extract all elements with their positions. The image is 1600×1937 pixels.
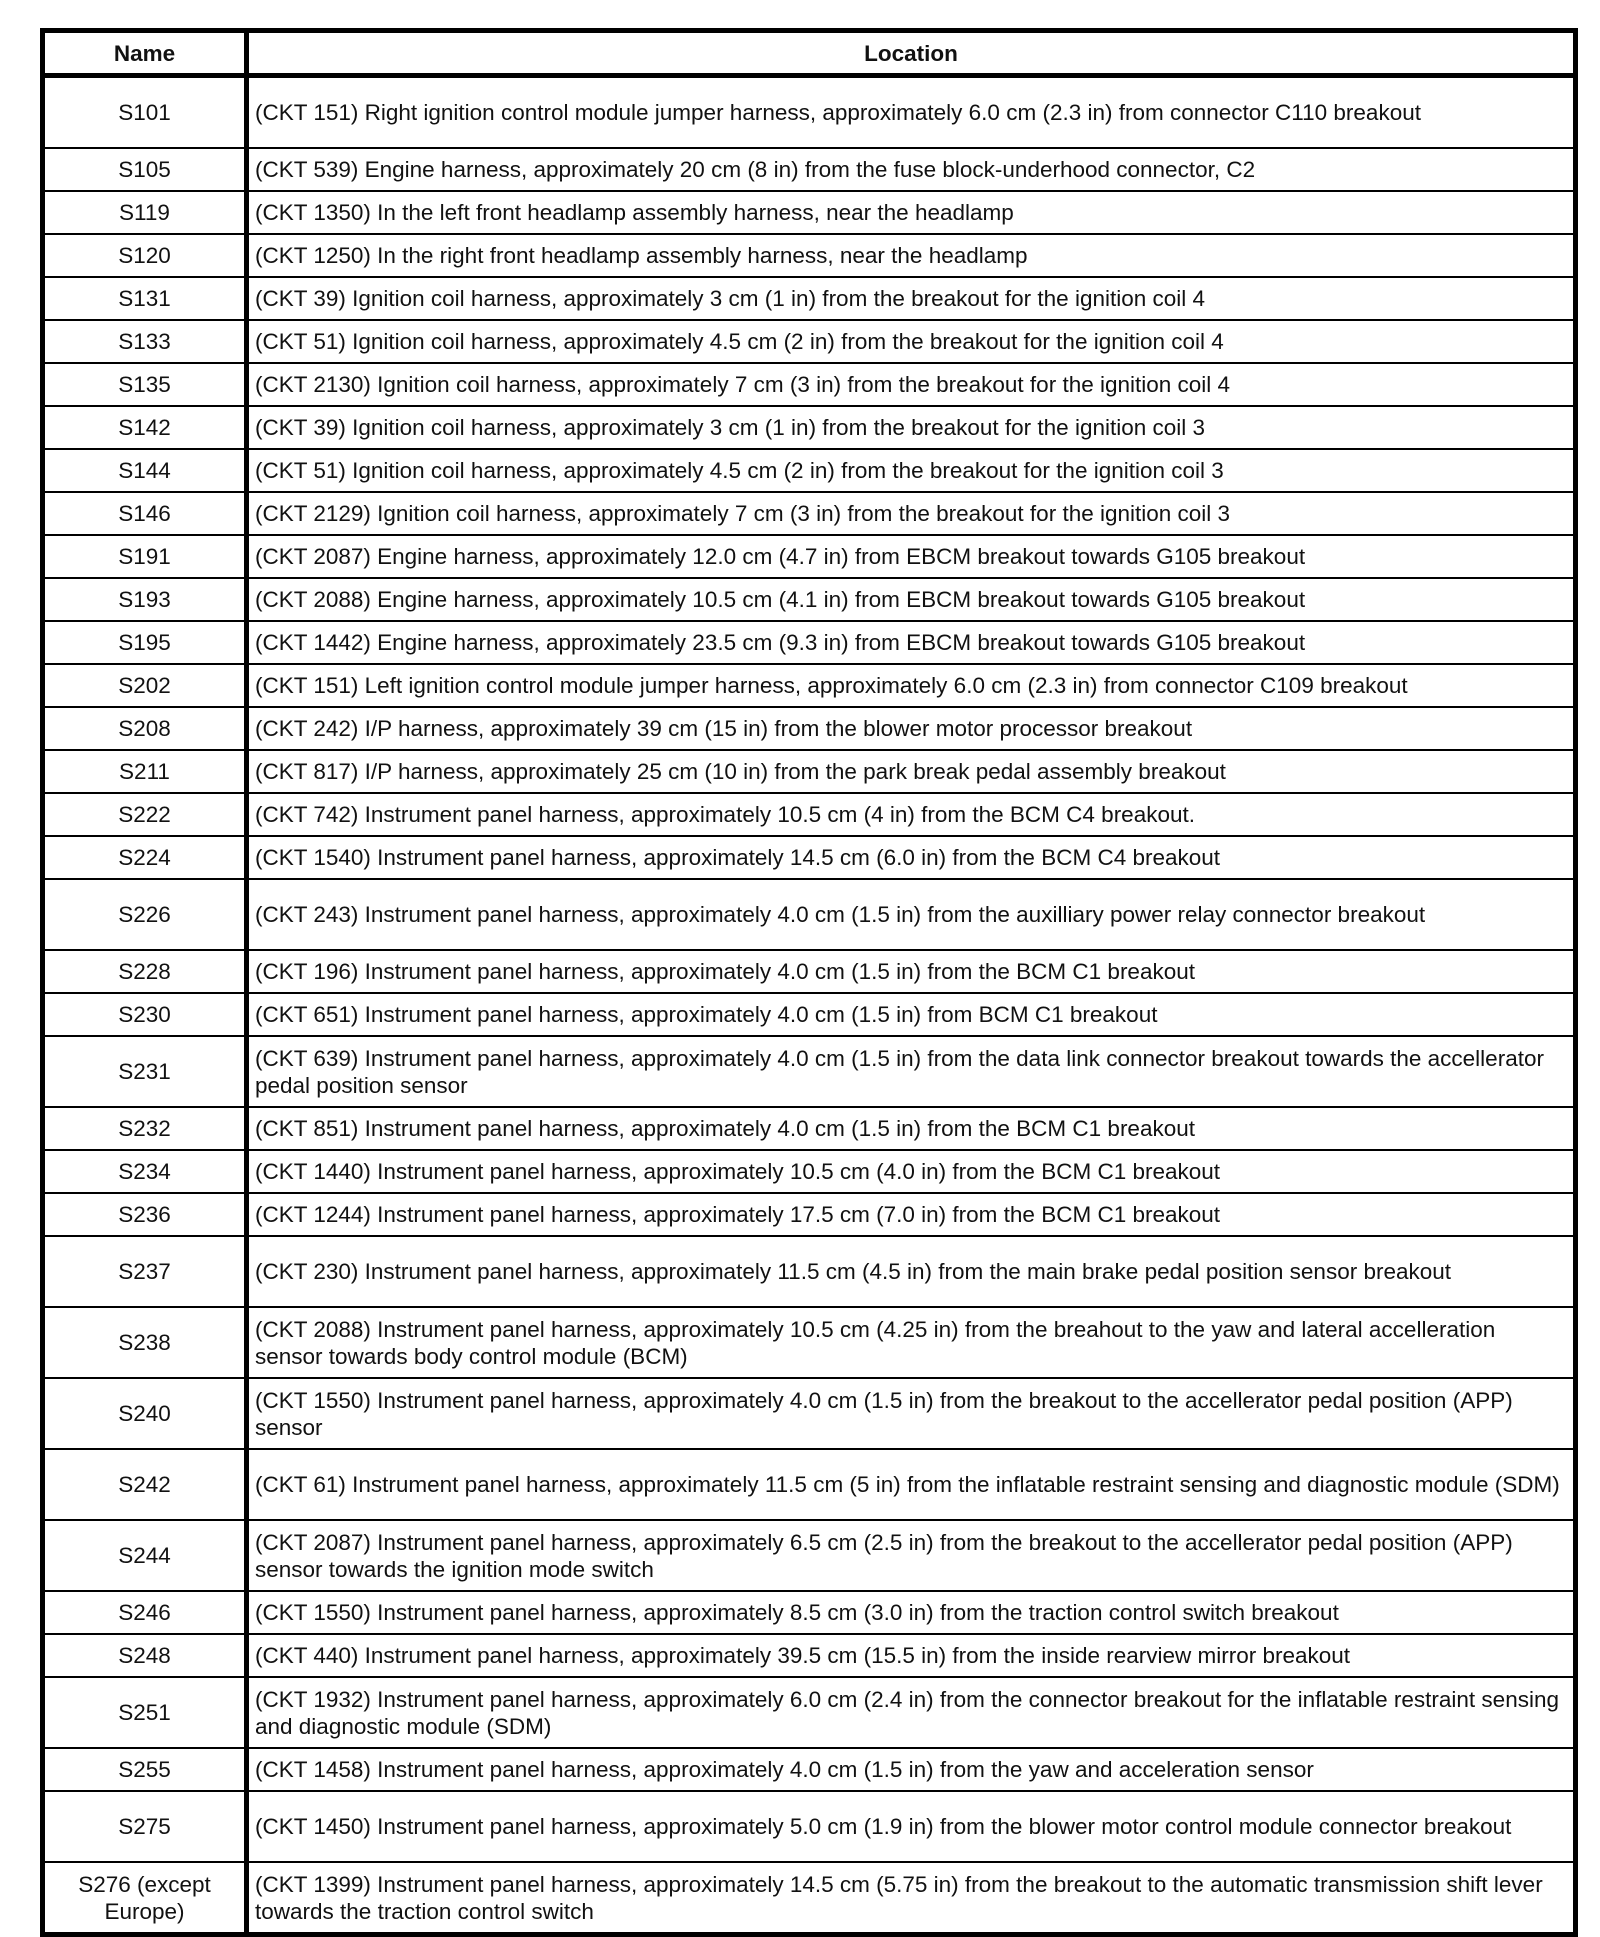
table-row	[43, 1677, 1576, 1748]
splice-location-cell: (CKT 61) Instrument panel harness, approximately 11.5 cm (5 in) from the inflatable restraint sensing and diagnostic module (SDM)	[247, 1449, 1576, 1520]
splice-location-cell: (CKT 1540) Instrument panel harness, approximately 14.5 cm (6.0 in) from the BCM C4 breakout	[247, 836, 1576, 879]
splice-name-cell: S195	[43, 621, 247, 664]
column-header-name: Name	[43, 31, 247, 76]
splice-name-cell: S234	[43, 1150, 247, 1193]
splice-name-cell: S276 (except Europe)	[43, 1862, 247, 1935]
table-row	[43, 750, 1576, 793]
table-row	[43, 449, 1576, 492]
table-row	[43, 1236, 1576, 1307]
table-row	[43, 1378, 1576, 1449]
splice-location-cell: (CKT 39) Ignition coil harness, approximately 3 cm (1 in) from the breakout for the ignition coil 3	[247, 406, 1576, 449]
splice-name-cell: S105	[43, 148, 247, 191]
splice-name-cell: S236	[43, 1193, 247, 1236]
splice-location-cell: (CKT 196) Instrument panel harness, approximately 4.0 cm (1.5 in) from the BCM C1 breakout	[247, 950, 1576, 993]
table-row	[43, 1193, 1576, 1236]
table-row	[43, 492, 1576, 535]
splice-location-table	[40, 28, 1578, 1937]
splice-name-cell: S228	[43, 950, 247, 993]
table-row	[43, 1862, 1576, 1935]
splice-location-cell: (CKT 1458) Instrument panel harness, approximately 4.0 cm (1.5 in) from the yaw and acceleration sensor	[247, 1748, 1576, 1791]
table-row	[43, 707, 1576, 750]
table-row	[43, 578, 1576, 621]
splice-name-cell: S131	[43, 277, 247, 320]
splice-location-cell: (CKT 817) I/P harness, approximately 25 cm (10 in) from the park break pedal assembly breakout	[247, 750, 1576, 793]
splice-location-cell: (CKT 1442) Engine harness, approximately 23.5 cm (9.3 in) from EBCM breakout towards G105 breakout	[247, 621, 1576, 664]
table-row	[43, 1591, 1576, 1634]
table-body	[43, 76, 1576, 1935]
splice-location-cell: (CKT 51) Ignition coil harness, approximately 4.5 cm (2 in) from the breakout for the ignition coil 3	[247, 449, 1576, 492]
splice-name-cell: S251	[43, 1677, 247, 1748]
splice-location-cell: (CKT 440) Instrument panel harness, approximately 39.5 cm (15.5 in) from the inside rearview mirror breakout	[247, 1634, 1576, 1677]
splice-location-cell: (CKT 1440) Instrument panel harness, approximately 10.5 cm (4.0 in) from the BCM C1 breakout	[247, 1150, 1576, 1193]
splice-location-cell: (CKT 2088) Engine harness, approximately 10.5 cm (4.1 in) from EBCM breakout towards G105 breakout	[247, 578, 1576, 621]
splice-location-cell: (CKT 2130) Ignition coil harness, approximately 7 cm (3 in) from the breakout for the ignition coil 4	[247, 363, 1576, 406]
splice-location-cell: (CKT 151) Left ignition control module jumper harness, approximately 6.0 cm (2.3 in) from connector C109 breakout	[247, 664, 1576, 707]
splice-location-cell: (CKT 2087) Engine harness, approximately 12.0 cm (4.7 in) from EBCM breakout towards G105 breakout	[247, 535, 1576, 578]
splice-location-cell: (CKT 1399) Instrument panel harness, approximately 14.5 cm (5.75 in) from the breakout to the automatic transmission shift lever towards the traction control switch	[247, 1862, 1576, 1935]
splice-name-cell: S224	[43, 836, 247, 879]
splice-name-cell: S101	[43, 76, 247, 149]
splice-location-cell: (CKT 1550) Instrument panel harness, approximately 4.0 cm (1.5 in) from the breakout to the accellerator pedal position (APP) sensor	[247, 1378, 1576, 1449]
table-row	[43, 1791, 1576, 1862]
table-row	[43, 535, 1576, 578]
splice-location-cell: (CKT 243) Instrument panel harness, approximately 4.0 cm (1.5 in) from the auxilliary power relay connector breakout	[247, 879, 1576, 950]
table-row	[43, 1634, 1576, 1677]
table-row	[43, 320, 1576, 363]
table-row	[43, 1107, 1576, 1150]
splice-name-cell: S208	[43, 707, 247, 750]
table-row	[43, 621, 1576, 664]
splice-location-cell: (CKT 39) Ignition coil harness, approximately 3 cm (1 in) from the breakout for the ignition coil 4	[247, 277, 1576, 320]
splice-name-cell: S242	[43, 1449, 247, 1520]
table-row	[43, 1748, 1576, 1791]
table-row	[43, 1036, 1576, 1107]
table-row	[43, 836, 1576, 879]
splice-name-cell: S142	[43, 406, 247, 449]
splice-name-cell: S133	[43, 320, 247, 363]
header-row	[43, 31, 1576, 76]
splice-name-cell: S211	[43, 750, 247, 793]
splice-location-cell: (CKT 2088) Instrument panel harness, approximately 10.5 cm (4.25 in) from the breahout to the yaw and lateral accelleration sensor towards body control module (BCM)	[247, 1307, 1576, 1378]
splice-location-cell: (CKT 1244) Instrument panel harness, approximately 17.5 cm (7.0 in) from the BCM C1 breakout	[247, 1193, 1576, 1236]
splice-name-cell: S202	[43, 664, 247, 707]
splice-name-cell: S275	[43, 1791, 247, 1862]
table-row	[43, 793, 1576, 836]
splice-name-cell: S226	[43, 879, 247, 950]
splice-location-cell: (CKT 242) I/P harness, approximately 39 cm (15 in) from the blower motor processor breakout	[247, 707, 1576, 750]
splice-name-cell: S240	[43, 1378, 247, 1449]
splice-location-cell: (CKT 651) Instrument panel harness, approximately 4.0 cm (1.5 in) from BCM C1 breakout	[247, 993, 1576, 1036]
splice-location-cell: (CKT 1450) Instrument panel harness, approximately 5.0 cm (1.9 in) from the blower motor control module connector breakout	[247, 1791, 1576, 1862]
splice-name-cell: S193	[43, 578, 247, 621]
splice-location-cell: (CKT 639) Instrument panel harness, approximately 4.0 cm (1.5 in) from the data link connector breakout towards the accellerator pedal position sensor	[247, 1036, 1576, 1107]
splice-name-cell: S144	[43, 449, 247, 492]
table-row	[43, 148, 1576, 191]
splice-name-cell: S248	[43, 1634, 247, 1677]
splice-location-cell: (CKT 1350) In the left front headlamp assembly harness, near the headlamp	[247, 191, 1576, 234]
splice-name-cell: S244	[43, 1520, 247, 1591]
splice-location-cell: (CKT 1550) Instrument panel harness, approximately 8.5 cm (3.0 in) from the traction control switch breakout	[247, 1591, 1576, 1634]
splice-name-cell: S222	[43, 793, 247, 836]
splice-location-cell: (CKT 2129) Ignition coil harness, approximately 7 cm (3 in) from the breakout for the ignition coil 3	[247, 492, 1576, 535]
table-row	[43, 277, 1576, 320]
splice-location-cell: (CKT 151) Right ignition control module jumper harness, approximately 6.0 cm (2.3 in) from connector C110 breakout	[247, 76, 1576, 149]
column-header-location: Location	[247, 31, 1576, 76]
table-row	[43, 950, 1576, 993]
table-row	[43, 1449, 1576, 1520]
splice-name-cell: S119	[43, 191, 247, 234]
splice-name-cell: S238	[43, 1307, 247, 1378]
table-row	[43, 664, 1576, 707]
splice-location-cell: (CKT 742) Instrument panel harness, approximately 10.5 cm (4 in) from the BCM C4 breakout.	[247, 793, 1576, 836]
table-row	[43, 879, 1576, 950]
splice-name-cell: S135	[43, 363, 247, 406]
table-row	[43, 1520, 1576, 1591]
splice-name-cell: S255	[43, 1748, 247, 1791]
splice-name-cell: S230	[43, 993, 247, 1036]
splice-name-cell: S120	[43, 234, 247, 277]
splice-table-container	[40, 28, 1573, 1937]
splice-name-cell: S232	[43, 1107, 247, 1150]
table-row	[43, 1307, 1576, 1378]
splice-location-cell: (CKT 51) Ignition coil harness, approximately 4.5 cm (2 in) from the breakout for the ignition coil 4	[247, 320, 1576, 363]
table-row	[43, 993, 1576, 1036]
table-row	[43, 76, 1576, 149]
splice-name-cell: S231	[43, 1036, 247, 1107]
table-row	[43, 1150, 1576, 1193]
splice-location-cell: (CKT 2087) Instrument panel harness, approximately 6.5 cm (2.5 in) from the breakout to the accellerator pedal position (APP) sensor towards the ignition mode switch	[247, 1520, 1576, 1591]
splice-location-cell: (CKT 230) Instrument panel harness, approximately 11.5 cm (4.5 in) from the main brake pedal position sensor breakout	[247, 1236, 1576, 1307]
splice-location-cell: (CKT 1932) Instrument panel harness, approximately 6.0 cm (2.4 in) from the connector breakout for the inflatable restraint sensing and diagnostic module (SDM)	[247, 1677, 1576, 1748]
splice-name-cell: S146	[43, 492, 247, 535]
table-row	[43, 234, 1576, 277]
splice-location-cell: (CKT 539) Engine harness, approximately 20 cm (8 in) from the fuse block-underhood connector, C2	[247, 148, 1576, 191]
splice-name-cell: S246	[43, 1591, 247, 1634]
splice-name-cell: S237	[43, 1236, 247, 1307]
splice-location-cell: (CKT 851) Instrument panel harness, approximately 4.0 cm (1.5 in) from the BCM C1 breakout	[247, 1107, 1576, 1150]
table-row	[43, 191, 1576, 234]
table-row	[43, 363, 1576, 406]
splice-name-cell: S191	[43, 535, 247, 578]
splice-location-cell: (CKT 1250) In the right front headlamp assembly harness, near the headlamp	[247, 234, 1576, 277]
table-row	[43, 406, 1576, 449]
